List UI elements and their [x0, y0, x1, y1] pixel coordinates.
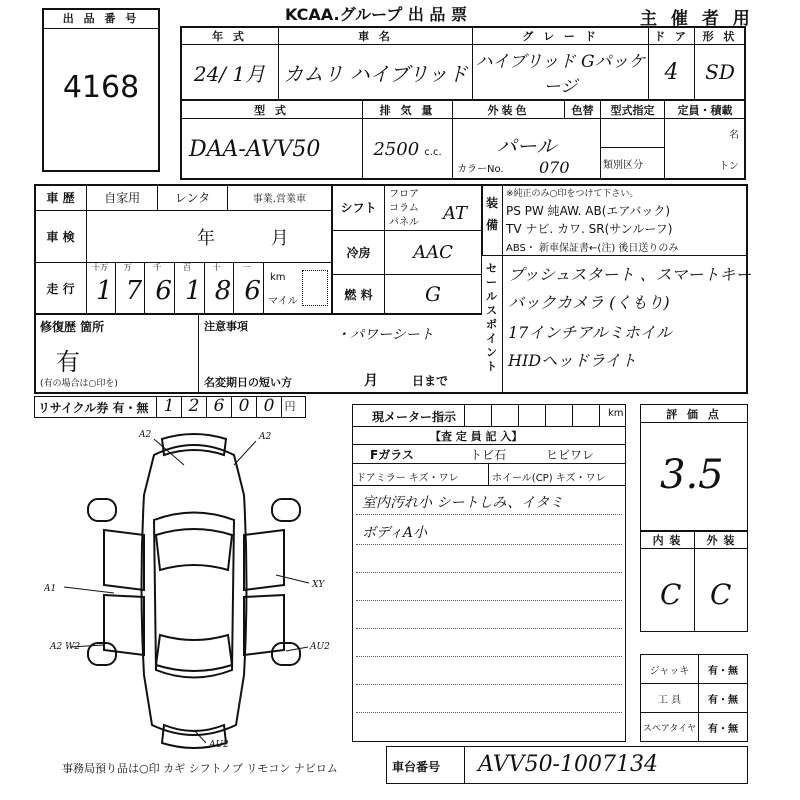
mileage-unit-label: 百: [183, 263, 192, 272]
inspection-cell: [87, 211, 332, 263]
history-option-private: 自家用: [87, 185, 158, 211]
inspector-header-line: [352, 426, 626, 427]
mile-label: マイル: [268, 296, 298, 307]
car-diagram: [44, 425, 344, 755]
ac-label: 冷房: [333, 231, 385, 275]
rear-window: [156, 635, 232, 671]
shape-value: SD: [695, 45, 746, 100]
repair-note: (有の場合は○印を): [40, 379, 118, 389]
notes-label: 注意事項: [204, 320, 248, 333]
shift-value: AT: [443, 203, 468, 224]
recycle-digit: 2: [181, 396, 206, 418]
front-right-door: [244, 530, 284, 590]
shift-cell: [385, 185, 482, 231]
meter-label: 現メーター指示: [372, 410, 457, 424]
rear-right-door: [244, 595, 284, 655]
interior-exterior-header-line: [640, 548, 748, 549]
cc-cell: [363, 119, 453, 180]
damage-mark: AU2: [310, 642, 330, 652]
remark-line: [356, 628, 622, 629]
km-label: km: [270, 272, 286, 283]
mileage-digit-value: 6: [244, 276, 261, 306]
model-value: DAA-AVV50: [181, 119, 363, 180]
remark-line: [356, 712, 622, 713]
damage-mark: A1: [44, 584, 57, 594]
meter-box: [599, 404, 626, 426]
office-note: 事務局預り品は○印 カギ シフトノブ リモコン ナビロム: [62, 762, 338, 775]
mileage-digit-value: 8: [214, 276, 232, 306]
score-value: 3.5: [660, 452, 724, 498]
interior-value: C: [660, 578, 682, 611]
mileage-digit-value: 1: [96, 276, 113, 306]
lot-number-label: 出 品 番 号: [44, 10, 158, 29]
sales-points-label: セールスポイント: [486, 262, 497, 373]
name-change-day: 日まで: [412, 374, 449, 388]
lot-number: 4168: [62, 70, 140, 105]
meter-box: [545, 404, 572, 426]
recycle-digit: 0: [231, 396, 256, 418]
shift-option-column: コラム: [389, 203, 419, 214]
recycle-digit: 1: [156, 396, 181, 418]
score-header-line: [640, 422, 748, 423]
capacity-cell: [665, 119, 746, 180]
mileage-unit-label: 十万: [92, 263, 108, 272]
car-body-outline: [142, 445, 247, 735]
tool-spare-label: スペアタイヤ: [641, 713, 699, 742]
cc-header: 排 気 量: [363, 101, 453, 119]
meter-boxes: [464, 404, 626, 426]
inspector-label: 【査 定 員 記 入】: [430, 430, 523, 443]
car-name-value: カムリ ハイブリッド: [279, 45, 473, 100]
mileage-digit-value: 6: [155, 276, 172, 306]
grade-header: グ レ ー ド: [473, 27, 649, 45]
mileage-label: 走 行: [35, 263, 87, 314]
front-left-tire: [88, 499, 116, 521]
remark-line: [356, 684, 622, 685]
cc-value: 2500: [373, 138, 420, 160]
equipment-line-1: PS PW 純AW. AB(エアバック): [506, 204, 671, 218]
equipment-line-3: ABS・ 新車保証書←(注) 後日送りのみ: [506, 243, 679, 254]
sales-points-line: [502, 256, 503, 394]
mileage-unit-label: 十: [212, 263, 221, 272]
sponsor-label: 主 催 者 用: [640, 9, 754, 29]
remark-line: [356, 544, 622, 545]
glass-option-crack: ヒビワレ: [546, 448, 595, 462]
recycle-label: リサイクル券 有・無: [38, 401, 149, 415]
shift-table: [332, 184, 482, 314]
remark-line: [356, 600, 622, 601]
shift-option-floor: フロア: [389, 189, 419, 200]
tool-spare-value[interactable]: 有・無: [699, 713, 748, 742]
glass-label: Fガラス: [370, 448, 414, 462]
damage-mark: XY: [312, 580, 325, 590]
recycle-digit: 6: [206, 396, 231, 418]
rear-left-tire: [88, 643, 116, 665]
repair-value: 有: [56, 348, 80, 376]
mirror-wheel-divider: [488, 464, 489, 486]
meter-box: [572, 404, 599, 426]
equipment-line-2: TV ナビ. カワ. SR(サンルーフ): [506, 222, 673, 236]
windshield: [156, 529, 232, 570]
equipment-note: ※純正のみ○印をつけて下さい。: [506, 189, 639, 199]
model-header: 型 式: [181, 101, 363, 119]
mileage-unit-label: 千: [153, 263, 162, 272]
color-value: パール: [496, 133, 557, 158]
sales-point-1: プッシュスタート 、スマートキー: [508, 265, 752, 284]
doors-header: ド ア: [649, 27, 695, 45]
remark-1: 室内汚れ小 シートしみ、イタミ: [362, 495, 564, 511]
shift-option-panel: パネル: [389, 217, 419, 228]
mileage-digit-4: [175, 262, 205, 314]
remark-line: [356, 514, 622, 515]
rear-right-tire: [272, 643, 300, 665]
year-value: 24/ 1月: [181, 45, 279, 100]
mirror-wheel-row: [352, 464, 626, 486]
inspection-label: 車 検: [35, 211, 87, 263]
color-cell: [453, 119, 601, 180]
cc-unit: c.c.: [424, 146, 442, 158]
exterior-value: C: [710, 578, 732, 611]
model-row-table: [180, 100, 746, 180]
capacity-unit-tons: トン: [719, 161, 739, 172]
ac-value: AAC: [385, 231, 482, 275]
damage-mark: AU2: [209, 740, 229, 750]
damage-mark: A2 W2: [50, 642, 81, 652]
mileage-digit-1: [86, 262, 116, 314]
mileage-unit-label: 万: [123, 263, 132, 272]
class-cell: [601, 119, 665, 180]
form-title: KCAA.グループ 出 品 票: [285, 5, 467, 24]
recycle-digits: [156, 396, 298, 418]
remark-line: [356, 656, 622, 657]
wheel-label: ホイール(CP) キズ・ワレ: [492, 473, 606, 484]
color-no-value: 070: [539, 158, 570, 177]
tool-jack-value[interactable]: 有・無: [699, 655, 748, 684]
meter-unit: km: [608, 408, 624, 419]
meter-box: [518, 404, 545, 426]
color-header: 外装色: [453, 101, 565, 119]
year-header: 年 式: [181, 27, 279, 45]
shape-header: 形 状: [695, 27, 746, 45]
shift-label: シフト: [333, 185, 385, 231]
front-left-door: [104, 530, 144, 590]
tool-tools-label: 工 具: [641, 684, 699, 713]
car-cabin-outline: [154, 513, 234, 678]
damage-mark: A2: [139, 430, 152, 440]
sales-point-3: 17インチアルミホイル: [508, 323, 672, 342]
meter-box: [491, 404, 518, 426]
tools-table: [640, 654, 748, 742]
chassis-label: 車台番号: [392, 760, 441, 774]
mile-checkbox[interactable]: [302, 270, 328, 306]
score-label: 評 価 点: [666, 408, 722, 421]
equipment-side-line: [502, 184, 503, 256]
fuel-label: 燃 料: [333, 275, 385, 314]
history-option-business: 事業.営業車: [227, 185, 331, 211]
mileage-digit-2: [116, 262, 146, 314]
notes-value: ・パワーシート: [336, 327, 434, 343]
capacity-unit-persons: 名: [729, 130, 739, 141]
exterior-label: 外 装: [706, 534, 736, 547]
mirror-label: ドアミラー キズ・ワレ: [356, 473, 459, 484]
tool-tools-value[interactable]: 有・無: [699, 684, 748, 713]
color-change-header: 色替: [565, 101, 601, 119]
tool-jack-label: ジャッキ: [641, 655, 699, 684]
repair-divider: [198, 314, 199, 394]
recycle-digit: 0: [256, 396, 281, 418]
mileage-digit-6: [234, 262, 264, 314]
damage-mark: A2: [259, 432, 272, 442]
doors-value: 4: [649, 45, 695, 100]
repair-label: 修復歴 箇所: [40, 320, 105, 334]
front-right-tire: [272, 499, 300, 521]
mileage-digit-value: 7: [125, 276, 143, 306]
history-option-rental: レンタ: [158, 185, 228, 211]
interior-label: 内 装: [652, 534, 682, 547]
name-change-month: 月: [364, 373, 378, 389]
remark-line: [356, 572, 622, 573]
mileage-digit-3: [145, 262, 175, 314]
type-spec-header: 型式指定: [601, 101, 665, 119]
equipment-label: 装備: [486, 196, 499, 232]
mileage-digit-value: 1: [185, 276, 202, 306]
rear-left-door: [104, 595, 144, 655]
grade-value: ハイブリッド Gパッケージ: [473, 45, 649, 100]
meter-box: [464, 404, 491, 426]
car-name-header: 車 名: [279, 27, 473, 45]
fuel-value: G: [385, 275, 482, 314]
chassis-value: AVV50-1007134: [478, 752, 658, 777]
mileage-digit-5: [205, 262, 235, 314]
sales-point-4: HIDヘッドライト: [508, 351, 637, 370]
mileage-digits: [86, 262, 264, 314]
class-label: 類別区分: [601, 147, 664, 179]
sales-point-2: バックカメラ (くもり): [508, 293, 670, 312]
glass-option-chip: トビ石: [470, 448, 507, 462]
remark-2: ボディA小: [362, 525, 427, 541]
top-row-table: [180, 26, 746, 100]
inspection-year: 年: [197, 227, 215, 249]
color-no-label: カラーNo.: [457, 164, 504, 175]
mileage-unit-label: 一: [242, 263, 251, 272]
capacity-header: 定員・積載: [665, 101, 746, 119]
name-change-label: 名変期日の短い方: [204, 376, 292, 389]
chassis-divider: [464, 746, 465, 784]
recycle-unit: 円: [281, 396, 298, 418]
inspection-month: 月: [270, 227, 289, 249]
history-label: 車 歴: [35, 185, 87, 211]
